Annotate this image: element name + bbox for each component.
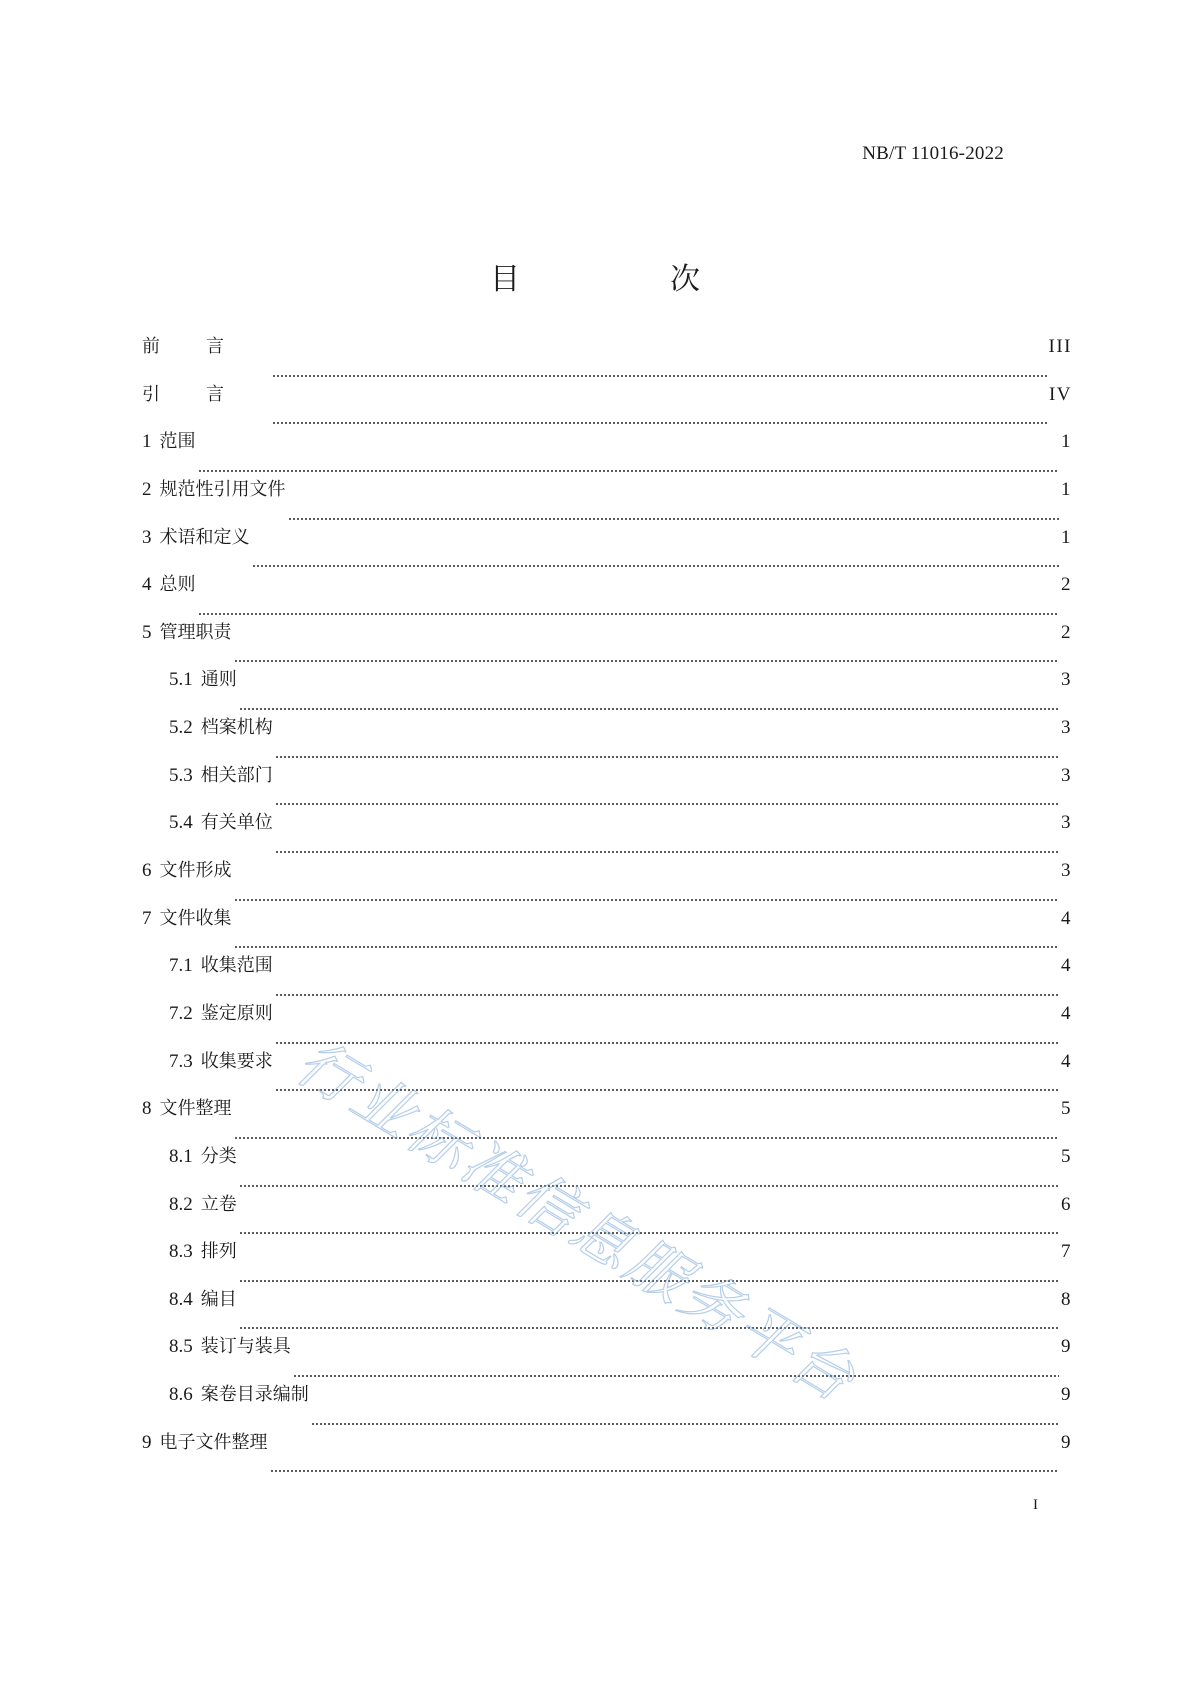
toc-entry-page: 3 xyxy=(1061,717,1072,739)
toc-entry-title: 鉴定原则 xyxy=(200,1002,273,1024)
toc-entry-label xyxy=(142,383,270,407)
toc-entry-label xyxy=(142,335,270,359)
toc-entry-number: 8.4 xyxy=(169,1288,193,1310)
toc-entry-title: 范围 xyxy=(159,431,196,453)
toc-entry-page: III xyxy=(1048,336,1072,357)
dot-leader xyxy=(270,1469,1060,1473)
toc-entry-number: 9 xyxy=(142,1431,152,1453)
dot-leader xyxy=(239,1231,1059,1235)
dot-leader xyxy=(272,421,1047,425)
toc-entry-page: 7 xyxy=(1061,1241,1072,1263)
toc-entry-number: 7 xyxy=(142,907,152,929)
toc-entry[interactable] xyxy=(142,335,1072,383)
dot-leader xyxy=(239,1279,1059,1283)
toc-entry-title: 总则 xyxy=(159,574,196,596)
toc-entry-label xyxy=(169,811,273,835)
dot-leader xyxy=(275,993,1059,997)
toc-entry-label xyxy=(169,668,237,692)
toc-entry[interactable] xyxy=(142,764,1072,812)
toc-entry-page: 5 xyxy=(1061,1145,1072,1167)
toc-entry-page: 2 xyxy=(1061,574,1072,596)
toc-entry-number: 5.4 xyxy=(169,812,193,834)
dot-leader xyxy=(234,659,1060,663)
toc-entry-label xyxy=(169,764,273,788)
dot-leader xyxy=(234,898,1060,902)
toc-entry-page: 8 xyxy=(1061,1288,1072,1310)
dot-leader xyxy=(311,1422,1059,1426)
toc-entry-number: 2 xyxy=(142,478,152,500)
toc-entry[interactable] xyxy=(142,859,1072,907)
dot-leader xyxy=(293,1374,1059,1378)
toc-entry-page: 4 xyxy=(1061,907,1072,929)
dot-leader xyxy=(239,1326,1059,1330)
toc-entry-title: 文件收集 xyxy=(159,907,232,929)
toc-entry[interactable] xyxy=(142,1383,1072,1431)
toc-entry-title: 装订与装具 xyxy=(200,1336,291,1358)
toc-entry-number: 8.3 xyxy=(169,1241,193,1263)
toc-entry[interactable] xyxy=(142,668,1072,716)
toc-entry-number: 8.1 xyxy=(169,1145,193,1167)
toc-entry-label xyxy=(169,1335,291,1359)
toc-entry[interactable] xyxy=(142,1002,1072,1050)
standard-code: NB/T 11016-2022 xyxy=(862,143,1004,164)
dot-leader xyxy=(198,612,1060,616)
dot-leader xyxy=(239,707,1059,711)
toc-entry-page: 3 xyxy=(1061,812,1072,834)
toc-entry-title: 通则 xyxy=(200,669,237,691)
toc-entry-label xyxy=(169,954,273,978)
toc-entry-page: 1 xyxy=(1061,526,1072,548)
toc-entry[interactable] xyxy=(142,430,1072,478)
toc-entry[interactable] xyxy=(142,526,1072,574)
toc-entry-label xyxy=(169,1193,237,1217)
toc-entry-title: 有关单位 xyxy=(200,812,273,834)
toc-entry-label xyxy=(142,1431,268,1455)
toc-entry-number: 7.3 xyxy=(169,1050,193,1072)
toc-entry-page: 1 xyxy=(1061,478,1072,500)
table-of-contents xyxy=(142,335,1072,1478)
toc-entry-number: 7.2 xyxy=(169,1002,193,1024)
toc-entry-number: 5.3 xyxy=(169,764,193,786)
toc-entry-number: 5.1 xyxy=(169,669,193,691)
toc-entry[interactable] xyxy=(142,1240,1072,1288)
toc-entry-label xyxy=(169,1240,237,1264)
toc-entry-title: 收集要求 xyxy=(200,1050,273,1072)
toc-entry-page: 4 xyxy=(1061,955,1072,977)
toc-entry-page: 5 xyxy=(1061,1098,1072,1120)
toc-entry-page: 9 xyxy=(1061,1384,1072,1406)
page-number: I xyxy=(1033,1497,1038,1513)
toc-entry-title: 编目 xyxy=(200,1288,237,1310)
toc-entry-label xyxy=(142,621,232,645)
dot-leader xyxy=(234,1136,1060,1140)
toc-entry-label xyxy=(142,573,196,597)
toc-entry-title: 立卷 xyxy=(200,1193,237,1215)
toc-entry-title: 引言 xyxy=(142,383,270,405)
toc-entry[interactable] xyxy=(142,621,1072,669)
toc-entry-label xyxy=(142,907,232,931)
toc-entry-label xyxy=(169,1288,237,1312)
toc-entry-number: 8.5 xyxy=(169,1336,193,1358)
toc-entry[interactable] xyxy=(142,907,1072,955)
toc-entry[interactable] xyxy=(142,716,1072,764)
toc-entry-number: 8 xyxy=(142,1098,152,1120)
toc-entry[interactable] xyxy=(142,954,1072,1002)
toc-entry-page: 3 xyxy=(1061,669,1072,691)
toc-entry-label xyxy=(169,1050,273,1074)
toc-entry-number: 3 xyxy=(142,526,152,548)
toc-entry-label xyxy=(169,1383,309,1407)
toc-entry-title: 案卷目录编制 xyxy=(200,1384,309,1406)
toc-entry-title: 电子文件整理 xyxy=(159,1431,268,1453)
dot-leader xyxy=(275,1088,1059,1092)
toc-entry-title: 档案机构 xyxy=(200,717,273,739)
toc-entry-page: 4 xyxy=(1061,1002,1072,1024)
toc-entry-title: 排列 xyxy=(200,1241,237,1263)
toc-entry-page: 9 xyxy=(1061,1431,1072,1453)
toc-entry[interactable] xyxy=(142,1097,1072,1145)
toc-entry-number: 8.6 xyxy=(169,1384,193,1406)
toc-entry-label xyxy=(142,526,250,550)
toc-entry-label xyxy=(169,1002,273,1026)
toc-entry-page: 6 xyxy=(1061,1193,1072,1215)
toc-entry-label xyxy=(142,1097,232,1121)
toc-entry-label xyxy=(142,478,286,502)
toc-entry-title: 文件形成 xyxy=(159,860,232,882)
toc-entry-label xyxy=(142,430,196,454)
toc-entry[interactable] xyxy=(142,1193,1072,1241)
toc-entry-title: 分类 xyxy=(200,1145,237,1167)
toc-entry-title: 收集范围 xyxy=(200,955,273,977)
toc-entry-page: 4 xyxy=(1061,1050,1072,1072)
toc-entry[interactable] xyxy=(142,478,1072,526)
toc-entry-page: 1 xyxy=(1061,431,1072,453)
toc-entry-title: 管理职责 xyxy=(159,621,232,643)
dot-leader xyxy=(288,517,1060,521)
toc-entry-title: 文件整理 xyxy=(159,1098,232,1120)
toc-entry-number: 5 xyxy=(142,621,152,643)
dot-leader xyxy=(275,755,1059,759)
toc-entry[interactable] xyxy=(142,811,1072,859)
toc-entry-number: 4 xyxy=(142,574,152,596)
dot-leader xyxy=(275,802,1059,806)
toc-entry[interactable] xyxy=(142,1050,1072,1098)
toc-entry-number: 5.2 xyxy=(169,717,193,739)
dot-leader xyxy=(272,374,1047,378)
toc-entry-label xyxy=(169,716,273,740)
toc-entry[interactable] xyxy=(142,1145,1072,1193)
dot-leader xyxy=(239,1184,1059,1188)
watermark: 行业标准信息服务平台 xyxy=(284,1027,870,1417)
toc-entry-number: 6 xyxy=(142,860,152,882)
toc-entry-label xyxy=(169,1145,237,1169)
toc-entry-number: 7.1 xyxy=(169,955,193,977)
toc-entry-page: 2 xyxy=(1061,621,1072,643)
toc-entry-title: 前言 xyxy=(142,336,270,357)
toc-entry[interactable] xyxy=(142,1335,1072,1383)
toc-entry-page: 3 xyxy=(1061,764,1072,786)
toc-entry-title: 规范性引用文件 xyxy=(159,478,286,500)
dot-leader xyxy=(234,945,1060,949)
dot-leader xyxy=(198,469,1060,473)
toc-entry-page: IV xyxy=(1048,383,1072,405)
toc-entry-page: 9 xyxy=(1061,1336,1072,1358)
toc-entry[interactable] xyxy=(142,1431,1072,1479)
toc-entry-title: 术语和定义 xyxy=(159,526,250,548)
toc-entry-number: 1 xyxy=(142,431,152,453)
toc-entry[interactable] xyxy=(142,573,1072,621)
toc-entry[interactable] xyxy=(142,383,1072,431)
toc-entry[interactable] xyxy=(142,1288,1072,1336)
toc-entry-number: 8.2 xyxy=(169,1193,193,1215)
toc-entry-title: 相关部门 xyxy=(200,764,273,786)
dot-leader xyxy=(275,1041,1059,1045)
toc-entry-page: 3 xyxy=(1061,860,1072,882)
dot-leader xyxy=(252,564,1060,568)
dot-leader xyxy=(275,850,1059,854)
toc-entry-label xyxy=(142,859,232,883)
page-title: 目 次 xyxy=(490,262,760,298)
